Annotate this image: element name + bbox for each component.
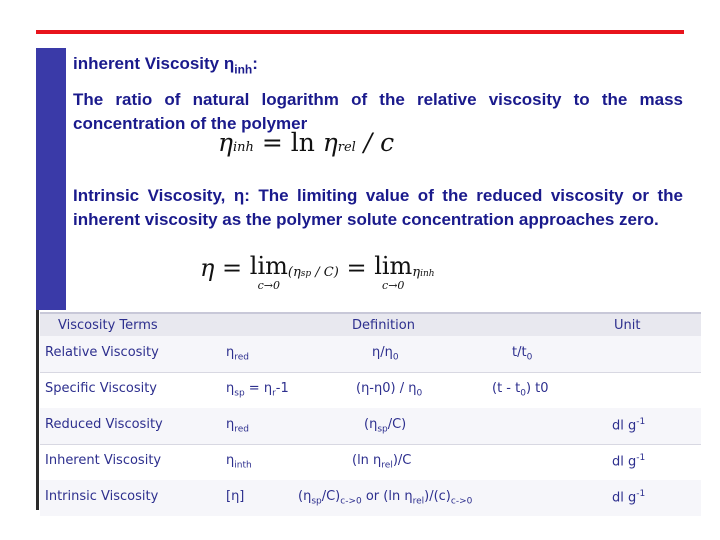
equation-inherent-viscosity	[218, 128, 394, 157]
symbol-cell	[226, 417, 249, 435]
intrinsic-text: The limiting value of the reduced viscosity or the inherent viscosity as the polymer solute concentration approaches zero.	[73, 186, 683, 229]
definition-cell	[298, 489, 472, 507]
unit-end: ) t0	[525, 381, 549, 396]
eq1-sub-rel: rel	[337, 140, 356, 155]
left-accent-bar	[36, 48, 66, 310]
intrinsic-label: Intrinsic Viscosity, η:	[73, 186, 250, 205]
eq2-equals-2: =	[338, 254, 375, 282]
eq2-lim-text-2: lim	[374, 252, 413, 280]
definition-cell	[364, 417, 406, 435]
definition-text: (ln η	[352, 453, 382, 468]
unit-sup: -1	[636, 489, 646, 499]
heading-subscript: inh	[234, 62, 253, 77]
symbol-sub: red	[234, 352, 250, 363]
unit-text: dl g	[612, 454, 637, 470]
definition-cell	[356, 381, 422, 399]
header-definition: Definition	[352, 318, 415, 333]
heading-colon: :	[252, 54, 258, 73]
unit-sub: 0	[520, 388, 526, 399]
unit-text: t/t	[512, 345, 527, 360]
unit-cell	[492, 381, 549, 399]
unit-text: (t - t	[492, 381, 521, 396]
heading-inherent-viscosity	[73, 54, 258, 76]
eq2-arg-sub: sp	[300, 269, 312, 279]
definition-sub: sp	[377, 424, 388, 435]
definition-cell	[372, 345, 399, 363]
unit-sup: -1	[636, 417, 646, 427]
eq2-arg-tail: / C)	[311, 265, 339, 280]
definition-sub4: c->0	[450, 496, 473, 507]
eq2-equals: =	[214, 254, 250, 282]
unit-cell	[612, 453, 645, 469]
table-row-specific	[40, 372, 701, 409]
symbol-text: η	[226, 345, 235, 360]
term-cell: Intrinsic Viscosity	[45, 489, 159, 504]
definition-end: )/(c)	[424, 489, 451, 504]
eq1-eta: η	[218, 128, 233, 157]
eq2-eta-inh-sub: inh	[420, 269, 435, 279]
definition-sub: 0	[392, 352, 399, 363]
unit-sup: -1	[636, 453, 646, 463]
symbol-sub: red	[234, 424, 250, 435]
definition-text: (η	[298, 489, 312, 504]
definition-text: η/η	[372, 345, 393, 360]
eq1-tail: / c	[355, 128, 395, 157]
table-row-relative	[40, 336, 701, 373]
symbol-cell	[226, 381, 289, 399]
symbol-tail-sub: r	[272, 388, 276, 399]
symbol-sub: sp	[234, 388, 245, 399]
definition-mid: /C)	[321, 489, 341, 504]
table-row-inherent	[40, 444, 701, 481]
eq2-lim-text-1: lim	[249, 252, 288, 280]
definition-end: )/C	[392, 453, 412, 468]
definition-mid2: or (ln η	[361, 489, 413, 504]
definition-sub: 0	[416, 388, 423, 399]
unit-sub: 0	[526, 352, 533, 363]
definition-sub2: c->0	[340, 496, 362, 507]
symbol-cell	[226, 453, 252, 471]
unit-text: dl g	[612, 490, 637, 506]
term-cell: Specific Viscosity	[45, 381, 157, 396]
eq2-arg: (η	[287, 265, 301, 280]
eq1-sub-inh: inh	[232, 140, 254, 155]
eq2-lim-1	[250, 254, 288, 291]
eq2-eta: η	[200, 254, 215, 282]
symbol-end: -1	[275, 381, 289, 396]
eq2-eta-inh: η	[412, 265, 421, 280]
eq2-lim-sub-1: c→0	[257, 279, 281, 292]
table-row-intrinsic	[40, 480, 701, 516]
table-row-reduced	[40, 408, 701, 445]
eq1-equals-ln: = ln	[253, 128, 323, 157]
definition-sub: sp	[311, 496, 322, 507]
inherent-viscosity-definition: The ratio of natural logarithm of the relative viscosity to the mass concentration of the polymer	[73, 90, 683, 133]
definition-sub: rel	[381, 460, 393, 471]
intrinsic-viscosity-definition	[73, 184, 683, 232]
unit-cell	[512, 345, 532, 363]
symbol-tail: = η	[244, 381, 273, 396]
symbol-cell: [η]	[226, 489, 245, 504]
symbol-cell	[226, 345, 249, 363]
header-viscosity-terms: Viscosity Terms	[58, 318, 158, 333]
eq2-lim-2	[374, 254, 412, 291]
definition-end: /C)	[387, 417, 407, 432]
unit-cell	[612, 417, 645, 433]
unit-text: dl g	[612, 418, 637, 434]
table-header-row	[40, 312, 701, 336]
term-cell: Reduced Viscosity	[45, 417, 163, 432]
definition-text: (η	[364, 417, 378, 432]
term-cell: Inherent Viscosity	[45, 453, 162, 468]
term-cell: Relative Viscosity	[45, 345, 159, 360]
unit-cell	[612, 489, 645, 505]
table-left-edge	[36, 310, 39, 510]
heading-text: inherent Viscosity η	[73, 54, 235, 73]
eq2-lim-sub-2: c→0	[382, 279, 405, 292]
definition-sub3: rel	[412, 496, 425, 507]
definition-text: (η-η0) / η	[356, 381, 417, 396]
symbol-text: η	[226, 453, 235, 468]
symbol-text: η	[226, 417, 235, 432]
header-unit: Unit	[614, 318, 641, 333]
top-red-rule	[36, 30, 684, 34]
symbol-text: η	[226, 381, 235, 396]
symbol-sub: inth	[234, 460, 252, 471]
eq1-eta-rel: η	[322, 128, 338, 157]
definition-cell	[352, 453, 411, 471]
equation-intrinsic-viscosity	[200, 254, 435, 291]
viscosity-terms-table	[36, 310, 701, 510]
